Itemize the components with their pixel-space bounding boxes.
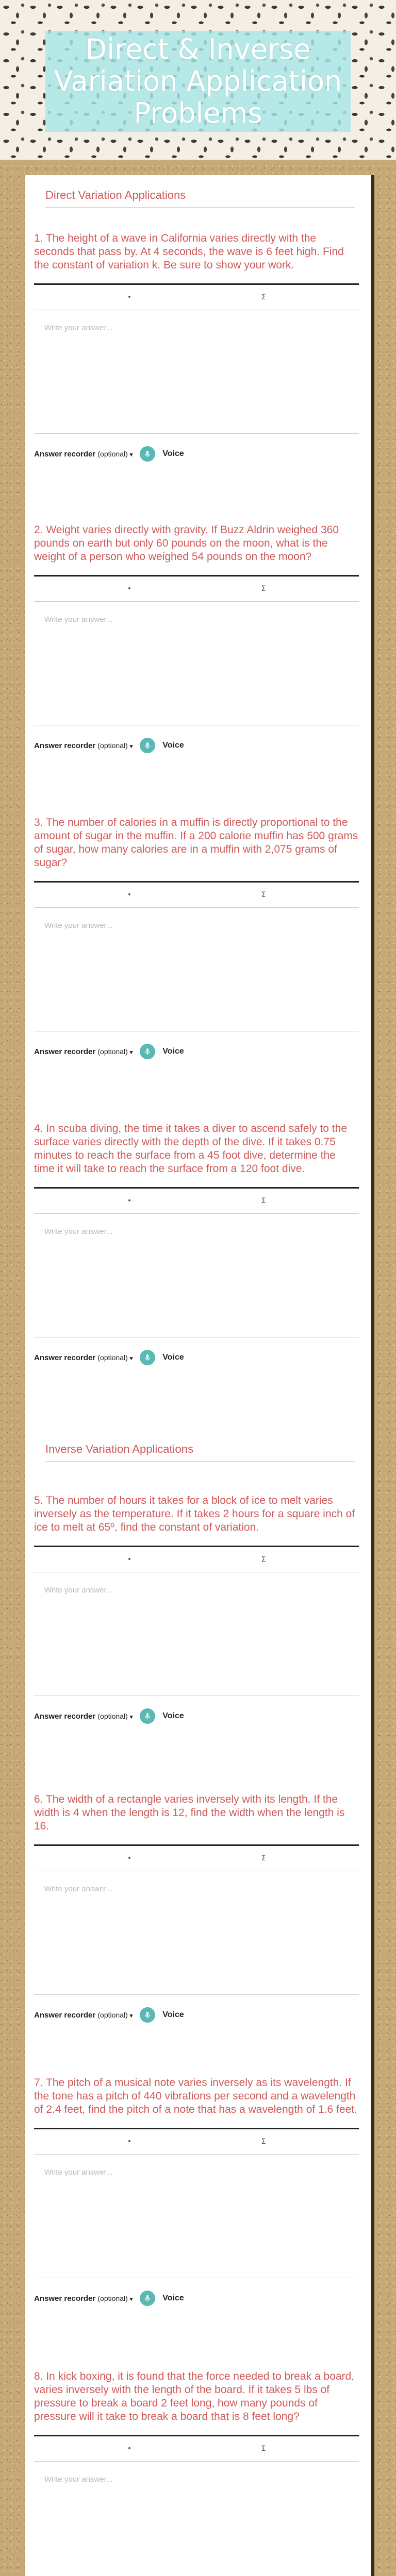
- answer-toolbar: [34, 575, 359, 602]
- answer-input[interactable]: Write your answer...: [34, 908, 359, 1031]
- answer-toolbar: [34, 881, 359, 908]
- question-7: [34, 2076, 359, 2307]
- answer-toolbar: [34, 1546, 359, 1572]
- header-pattern: [0, 0, 396, 160]
- answer-recorder: [34, 445, 359, 463]
- bullet-icon[interactable]: •: [127, 2138, 132, 2146]
- bullet-icon[interactable]: •: [127, 585, 132, 593]
- title-banner: [45, 31, 351, 132]
- bullet-icon[interactable]: •: [127, 1555, 132, 1564]
- question-text: 8. In kick boxing, it is found that the force needed to break a board, varies inversely with the length of the board. If it takes 5 lbs of pressure to break a board 2 feet long, how many pounds of pressure will it take to break a board that is 8 feet long?: [34, 2370, 355, 2422]
- answer-toolbar: [34, 2435, 359, 2462]
- math-sigma-icon[interactable]: Σ: [261, 1854, 266, 1862]
- math-sigma-icon[interactable]: Σ: [261, 1555, 266, 1564]
- answer-input[interactable]: Write your answer...: [34, 310, 359, 434]
- bullet-icon[interactable]: •: [127, 1854, 132, 1862]
- bullet-icon[interactable]: •: [127, 293, 132, 301]
- answer-input[interactable]: Write your answer...: [34, 2462, 359, 2576]
- question-1: [34, 232, 359, 463]
- question-5: [34, 1494, 359, 1725]
- recorder-label[interactable]: Answer recorder (optional) ▾: [34, 1711, 133, 1721]
- math-sigma-icon[interactable]: Σ: [261, 891, 266, 899]
- question-8: [34, 2370, 359, 2576]
- question-text: 4. In scuba diving, the time it takes a diver to ascend safely to the surface varies directly with the depth of the dive. If it takes 0.75 minutes to reach the surface from a 45 foot dive, determine the time it will take to reach the surface from a 120 foot dive.: [34, 1123, 348, 1175]
- page-title: Direct & Inverse Variation Application Problems: [54, 33, 342, 129]
- answer-recorder: [34, 737, 359, 754]
- answer-toolbar: [34, 1187, 359, 1214]
- microphone-icon[interactable]: [140, 446, 155, 462]
- microphone-icon[interactable]: [140, 1708, 155, 1724]
- voice-button[interactable]: Voice: [162, 741, 184, 750]
- answer-toolbar: [34, 1844, 359, 1871]
- voice-button[interactable]: Voice: [162, 449, 184, 458]
- section-heading-direct: Direct Variation Applications: [45, 189, 355, 208]
- question-4: [34, 1122, 359, 1366]
- answer-recorder: [34, 1707, 359, 1725]
- recorder-label[interactable]: Answer recorder (optional) ▾: [34, 2010, 133, 2020]
- microphone-icon[interactable]: [140, 2007, 155, 2023]
- question-text: 7. The pitch of a musical note varies inversely as its wavelength. If the tone has a pitch of 440 vibrations per second and a wavelength of 2.4 feet, find the pitch of a note that has a wavelength of 1.6 feet.: [34, 2077, 357, 2115]
- answer-recorder: [34, 1349, 359, 1366]
- math-sigma-icon[interactable]: Σ: [261, 293, 266, 301]
- answer-toolbar: [34, 283, 359, 310]
- math-sigma-icon[interactable]: Σ: [261, 585, 266, 593]
- question-text: 1. The height of a wave in California varies directly with the seconds that pass by. At 4 seconds, the wave is 6 feet high. Find the constant of variation k. Be sure to show your work.: [34, 232, 344, 271]
- voice-button[interactable]: Voice: [162, 2294, 184, 2302]
- voice-button[interactable]: Voice: [162, 1047, 184, 1056]
- microphone-icon[interactable]: [140, 1044, 155, 1059]
- answer-recorder: [34, 2290, 359, 2307]
- voice-button[interactable]: Voice: [162, 1353, 184, 1362]
- bullet-icon[interactable]: •: [127, 2445, 132, 2453]
- worksheet-card: [25, 175, 371, 2576]
- recorder-label[interactable]: Answer recorder (optional) ▾: [34, 449, 133, 459]
- recorder-label[interactable]: Answer recorder (optional) ▾: [34, 1047, 133, 1056]
- question-text: 6. The width of a rectangle varies inversely with its length. If the width is 4 when the length is 12, find the width when the length is 16.: [34, 1793, 345, 1832]
- question-3: [34, 816, 359, 1060]
- answer-recorder: [34, 2006, 359, 2024]
- recorder-label[interactable]: Answer recorder (optional) ▾: [34, 1353, 133, 1362]
- question-text: 5. The number of hours it takes for a block of ice to melt varies inversely as the temperature. If it takes 2 hours for a square inch of ice to melt at 65º, find the constant of variation.: [34, 1495, 355, 1533]
- question-6: [34, 1793, 359, 2024]
- microphone-icon[interactable]: [140, 738, 155, 753]
- question-text: 3. The number of calories in a muffin is directly proportional to the amount of sugar in the muffin. If a 200 calorie muffin has 500 grams of sugar, how many calories are in a muffin with 2,075 grams of sugar?: [34, 817, 358, 869]
- math-sigma-icon[interactable]: Σ: [261, 1197, 266, 1205]
- answer-input[interactable]: Write your answer...: [34, 1572, 359, 1696]
- question-2: [34, 523, 359, 754]
- answer-toolbar: [34, 2128, 359, 2155]
- recorder-label[interactable]: Answer recorder (optional) ▾: [34, 741, 133, 750]
- voice-button[interactable]: Voice: [162, 1711, 184, 1720]
- section-heading-inverse: Inverse Variation Applications: [45, 1443, 355, 1462]
- bullet-icon[interactable]: •: [127, 891, 132, 899]
- answer-input[interactable]: Write your answer...: [34, 1214, 359, 1337]
- math-sigma-icon[interactable]: Σ: [261, 2445, 266, 2453]
- recorder-label[interactable]: Answer recorder (optional) ▾: [34, 2294, 133, 2303]
- answer-recorder: [34, 1043, 359, 1060]
- answer-input[interactable]: Write your answer...: [34, 1871, 359, 1995]
- answer-input[interactable]: Write your answer...: [34, 602, 359, 725]
- microphone-icon[interactable]: [140, 2291, 155, 2306]
- voice-button[interactable]: Voice: [162, 2010, 184, 2019]
- bullet-icon[interactable]: •: [127, 1197, 132, 1205]
- math-sigma-icon[interactable]: Σ: [261, 2138, 266, 2146]
- question-text: 2. Weight varies directly with gravity. If Buzz Aldrin weighed 360 pounds on earth but only 60 pounds on the moon, what is the weight of a person who weighed 54 pounds on the moon?: [34, 524, 339, 563]
- answer-input[interactable]: Write your answer...: [34, 2155, 359, 2278]
- microphone-icon[interactable]: [140, 1350, 155, 1365]
